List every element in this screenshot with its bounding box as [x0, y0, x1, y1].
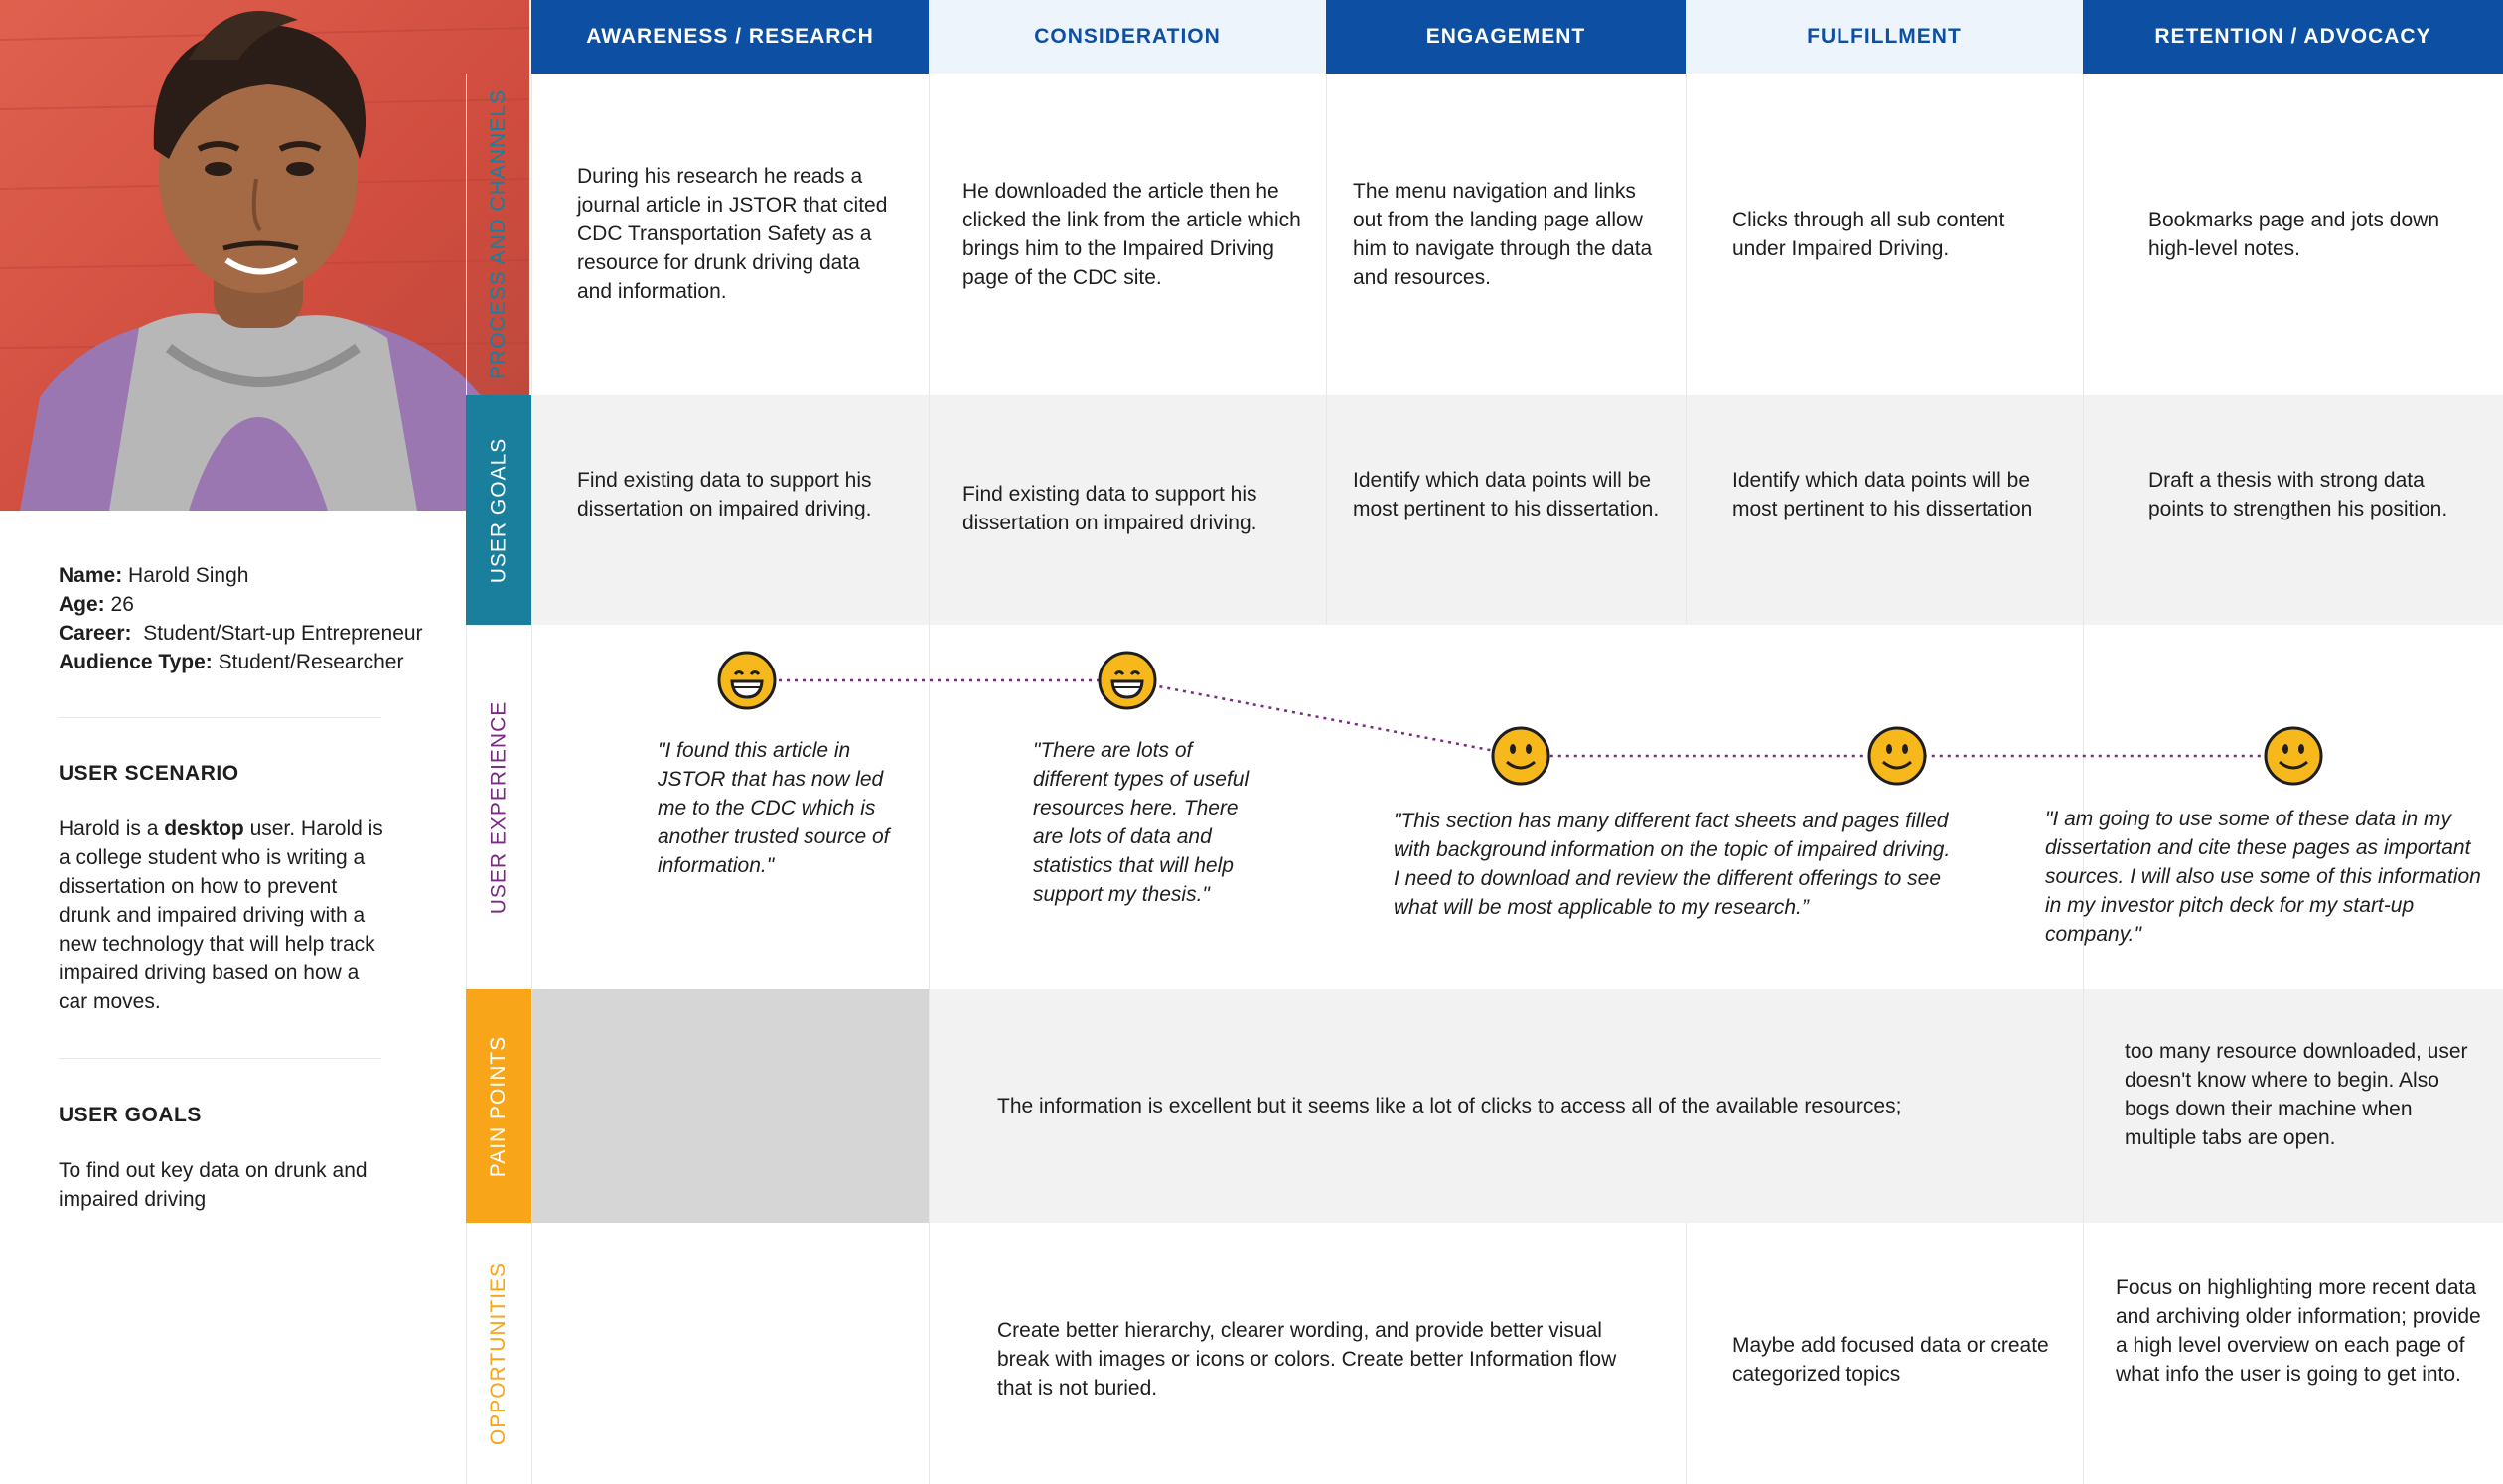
column-divider	[1686, 74, 1687, 625]
goals-cell-engagement: Identify which data points will be most pertinent to his dissertation.	[1353, 469, 1660, 520]
process-cell-consideration: He downloaded the article then he clicked the link from the article which brings him to the Impaired Driving page of the CDC site.	[962, 180, 1301, 289]
row-label-opportunities: OPPORTUNITIES	[487, 1261, 511, 1445]
experience-quote-awareness: "I found this article in JSTOR that has now led me to the CDC which is another trusted source of information."	[658, 739, 890, 877]
pain-points-cell-middle: The information is excellent but it seems like a lot of clicks to access all of the available resources;	[997, 1095, 1902, 1117]
experience-quote-consideration: "There are lots of different types of useful resources here. There are lots of data and statistics that will help support my thesis."	[1033, 739, 1250, 906]
persona-career: Career: Student/Start-up Entrepreneur	[59, 622, 423, 645]
process-cell-awareness: During his research he reads a journal article in JSTOR that cited CDC Transportation Safety as a resource for drunk driving data and information.	[577, 165, 888, 303]
column-divider	[1326, 74, 1327, 625]
persona-name: Name: Harold Singh	[59, 564, 249, 587]
goals-cell-fulfillment: Identify which data points will be most pertinent to his dissertation	[1732, 469, 2033, 520]
scenario-text: Harold is a desktop user. Harold is a college student who is writing a dissertation on how to prevent drunk and impaired driving with a new technology that will help track impaired driving based on how a car moves.	[59, 817, 383, 1013]
experience-quote-retention: "I am going to use some of these data in my dissertation and cite these pages as important sources. I will also use some of this information in my investor pitch deck for my start-up company."	[2045, 808, 2481, 946]
process-cell-retention: Bookmarks page and jots down high-level notes.	[2148, 209, 2440, 260]
row-label-user-experience: USER EXPERIENCE	[487, 700, 510, 914]
persona-audience: Audience Type: Student/Researcher	[59, 651, 404, 673]
stage-header-fulfillment: FULFILLMENT	[1686, 0, 2083, 74]
persona-age: Age: 26	[59, 593, 134, 616]
pain-points-cell-retention: too many resource downloaded, user doesn't know where to begin. Also bogs down their machine when multiple tabs are open.	[2125, 1040, 2468, 1149]
goals-cell-consideration: Find existing data to support his dissertation on impaired driving.	[962, 483, 1257, 534]
opportunities-cell-middle: Create better hierarchy, clearer wording, and provide better visual break with images or icons or colors. Create better Information flow that is not buried.	[997, 1319, 1617, 1400]
very-happy-face-icon	[1098, 651, 1157, 710]
persona-photo	[0, 0, 529, 511]
goals-heading: USER GOALS	[59, 1104, 202, 1126]
happy-face-icon	[2264, 726, 2323, 786]
row-label-user-goals: USER GOALS	[466, 395, 531, 625]
very-happy-face-icon	[717, 651, 777, 710]
process-cell-fulfillment: Clicks through all sub content under Impaired Driving.	[1732, 209, 2005, 260]
stage-header-retention: RETENTION / ADVOCACY	[2083, 0, 2503, 74]
goals-text: To find out key data on drunk and impaired driving	[59, 1159, 368, 1211]
scenario-heading: USER SCENARIO	[59, 762, 239, 785]
experience-quote-engagement: "This section has many different fact sheets and pages filled with background information on the topic of impaired driving. I need to download and review the different offerings to see what will be most applicable to my research.”	[1394, 810, 1951, 919]
stage-header-awareness: AWARENESS / RESEARCH	[531, 0, 929, 74]
stage-header-engagement: ENGAGEMENT	[1326, 0, 1686, 74]
process-cell-engagement: The menu navigation and links out from the landing page allow him to navigate through the data and resources.	[1353, 180, 1653, 289]
row-label-pain-points: PAIN POINTS	[466, 989, 531, 1223]
side-divider	[59, 1058, 381, 1059]
side-divider	[59, 717, 381, 718]
goals-cell-retention: Draft a thesis with strong data points to strengthen his position.	[2148, 469, 2448, 520]
opportunities-cell-retention: Focus on highlighting more recent data and archiving older information; provide a high level overview on each page of what info the user is going to get into.	[2116, 1276, 2481, 1386]
opportunities-cell-fulfillment: Maybe add focused data or create categorized topics	[1732, 1334, 2049, 1386]
happy-face-icon	[1491, 726, 1550, 786]
happy-face-icon	[1867, 726, 1927, 786]
column-divider	[1686, 1223, 1687, 1484]
stage-header-consideration: CONSIDERATION	[929, 0, 1326, 74]
pain-points-empty-cell	[531, 989, 929, 1223]
goals-cell-awareness: Find existing data to support his dissertation on impaired driving.	[577, 469, 872, 520]
row-label-process: PROCESS AND CHANNELS	[487, 89, 510, 379]
